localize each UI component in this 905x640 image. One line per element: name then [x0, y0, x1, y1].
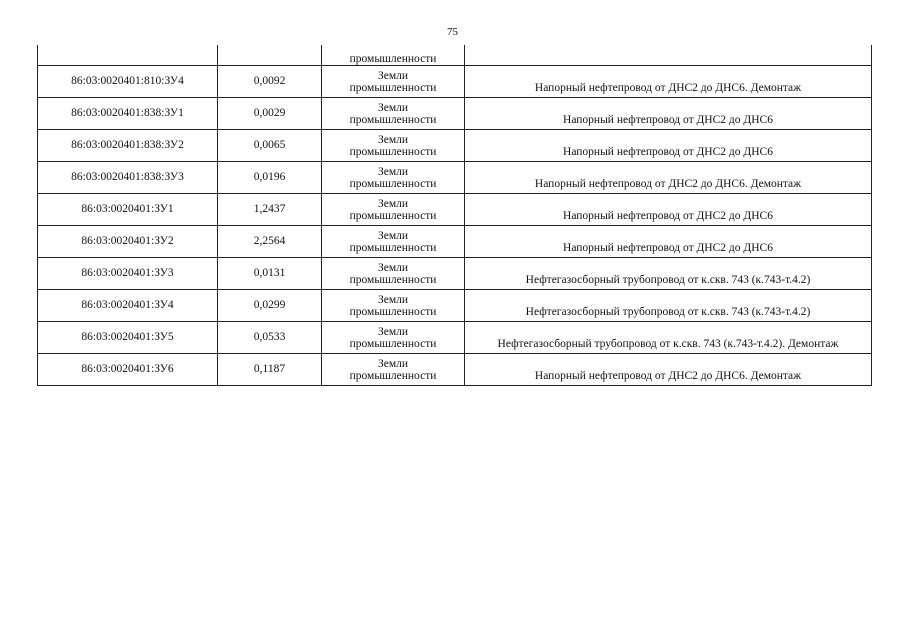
land-category-line2: промышленности — [349, 209, 437, 222]
land-category-line1: Земли — [377, 229, 409, 242]
land-category-line1: Земли — [377, 261, 409, 274]
purpose-description: Напорный нефтепровод от ДНС2 до ДНС6 — [465, 194, 872, 226]
purpose-description: Нефтегазосборный трубопровод от к.скв. 743 (к.743-т.4.2) — [465, 290, 872, 322]
area-value: 0,0196 — [218, 162, 322, 194]
cadastral-number: 86:03:0020401:ЗУ6 — [38, 354, 218, 386]
land-category-line1: Земли — [377, 197, 409, 210]
purpose-description: Напорный нефтепровод от ДНС2 до ДНС6 — [465, 98, 872, 130]
purpose-description: Напорный нефтепровод от ДНС2 до ДНС6 — [465, 226, 872, 258]
land-category-line1: Земли — [377, 357, 409, 370]
land-category — [322, 354, 465, 386]
cadastral-number: 86:03:0020401:ЗУ1 — [38, 194, 218, 226]
land-category-line1: Земли — [377, 69, 409, 82]
purpose-description: Напорный нефтепровод от ДНС2 до ДНС6 — [465, 130, 872, 162]
land-category — [322, 290, 465, 322]
land-category-line1: Земли — [377, 165, 409, 178]
land-category-line1: Земли — [377, 293, 409, 306]
page-number: 75 — [447, 26, 458, 38]
land-category — [322, 162, 465, 194]
land-category-line2: промышленности — [349, 81, 437, 94]
area-value: 0,0533 — [218, 322, 322, 354]
cadastral-number: 86:03:0020401:ЗУ4 — [38, 290, 218, 322]
area-value: 1,2437 — [218, 194, 322, 226]
continuation-row — [38, 45, 872, 66]
area-value: 0,0131 — [218, 258, 322, 290]
area-value: 0,0299 — [218, 290, 322, 322]
area-value: 0,1187 — [218, 354, 322, 386]
cadastral-number: 86:03:0020401:838:ЗУ2 — [38, 130, 218, 162]
table-row — [38, 290, 872, 322]
land-category — [322, 194, 465, 226]
land-category — [322, 322, 465, 354]
land-category-line1: Земли — [377, 101, 409, 114]
cadastral-number: 86:03:0020401:ЗУ3 — [38, 258, 218, 290]
land-category — [322, 226, 465, 258]
cadastral-cell — [38, 45, 218, 66]
land-plots-table — [37, 45, 872, 386]
land-category-line2: промышленности — [349, 369, 437, 382]
table-row — [38, 130, 872, 162]
land-category — [322, 98, 465, 130]
land-category-line2: промышленности — [349, 337, 437, 350]
area-value: 2,2564 — [218, 226, 322, 258]
table-row — [38, 98, 872, 130]
land-category-line2: промышленности — [349, 177, 437, 190]
cadastral-number: 86:03:0020401:ЗУ5 — [38, 322, 218, 354]
purpose-cell — [465, 45, 872, 66]
table-row — [38, 66, 872, 98]
table-row — [38, 226, 872, 258]
purpose-description: Напорный нефтепровод от ДНС2 до ДНС6. Демонтаж — [465, 66, 872, 98]
land-category-line1: Земли — [377, 325, 409, 338]
area-value: 0,0092 — [218, 66, 322, 98]
area-cell — [218, 45, 322, 66]
land-category — [322, 258, 465, 290]
land-category-line2: промышленности — [349, 241, 437, 254]
area-value: 0,0029 — [218, 98, 322, 130]
table-row — [38, 354, 872, 386]
land-category-line2: промышленности — [349, 113, 437, 126]
table-row — [38, 258, 872, 290]
land-category-line1: Земли — [377, 133, 409, 146]
purpose-description: Нефтегазосборный трубопровод от к.скв. 743 (к.743-т.4.2). Демонтаж — [465, 322, 872, 354]
area-value: 0,0065 — [218, 130, 322, 162]
cadastral-number: 86:03:0020401:810:ЗУ4 — [38, 66, 218, 98]
land-category-line2: промышленности — [349, 273, 437, 286]
land-category — [322, 130, 465, 162]
table-row — [38, 322, 872, 354]
cadastral-number: 86:03:0020401:838:ЗУ3 — [38, 162, 218, 194]
land-category-line2: промышленности — [349, 305, 437, 318]
cadastral-number: 86:03:0020401:ЗУ2 — [38, 226, 218, 258]
table-row — [38, 194, 872, 226]
land-category-line2: промышленности — [349, 145, 437, 158]
purpose-description: Напорный нефтепровод от ДНС2 до ДНС6. Демонтаж — [465, 354, 872, 386]
cadastral-number: 86:03:0020401:838:ЗУ1 — [38, 98, 218, 130]
table-row — [38, 162, 872, 194]
land-category — [322, 66, 465, 98]
category-cell: промышленности — [322, 45, 465, 66]
purpose-description: Напорный нефтепровод от ДНС2 до ДНС6. Демонтаж — [465, 162, 872, 194]
purpose-description: Нефтегазосборный трубопровод от к.скв. 743 (к.743-т.4.2) — [465, 258, 872, 290]
table-body — [38, 45, 872, 386]
